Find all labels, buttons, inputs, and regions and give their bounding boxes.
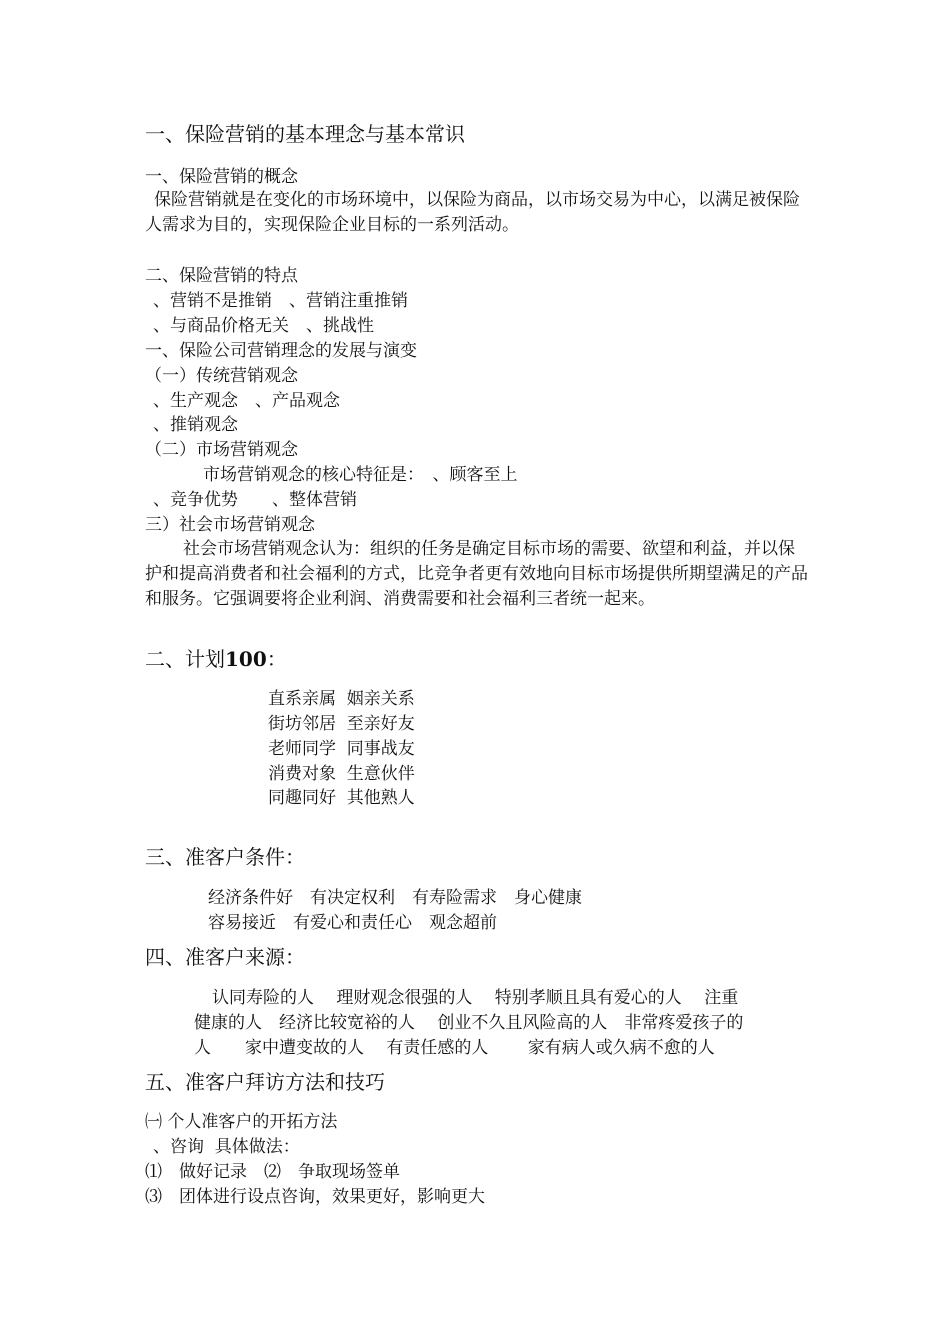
conditions-line-1: 经济条件好 有决定权利 有寿险需求 身心健康 xyxy=(208,888,582,908)
features-line-2: 、与商品价格无关 、挑战性 xyxy=(153,316,374,336)
sources-line-2: 健康的人 经济比较宽裕的人 创业不久且风险高的人 非常疼爱孩子的 xyxy=(194,1013,744,1033)
plan-row: 直系亲属 姻亲关系 xyxy=(268,689,415,709)
plan-heading-colon: ： xyxy=(266,647,287,671)
plan-heading-number: 100 xyxy=(225,647,267,671)
visit-heading: 五、准客户拜访方法和技巧 xyxy=(145,1070,385,1094)
section-heading-features: 二、保险营销的特点 xyxy=(145,266,298,286)
traditional-line-1: 、生产观念 、产品观念 xyxy=(153,391,340,411)
plan-heading-text: 二、计划 xyxy=(145,647,225,671)
social-paragraph: 社会市场营销观念认为：组织的任务是确定目标市场的需要、欲望和利益，并以保护和提高消费者和社会福利的方式，比竞争者更有效地向目标市场提供所期望满足的产品和服务。它强调要将企业利润、消费需要和社会福利三者统一起来。 xyxy=(145,539,808,609)
sources-line-1: 认同寿险的人 理财观念很强的人 特别孝顺且具有爱心的人 注重 xyxy=(212,988,739,1008)
plan-row: 街坊邻居 至亲好友 xyxy=(268,714,415,734)
conditions-line-2: 容易接近 有爱心和责任心 观念超前 xyxy=(208,913,497,933)
document-title: 一、保险营销的基本理念与基本常识 xyxy=(145,122,465,146)
section-heading-evolution: 一、保险公司营销理念的发展与演变 xyxy=(145,341,417,361)
market-line-1: 市场营销观念的核心特征是： 、顾客至上 xyxy=(203,465,518,485)
plan-heading xyxy=(145,645,287,673)
plan-row: 消费对象 生意伙伴 xyxy=(268,764,415,784)
subheading-social: 三）社会市场营销观念 xyxy=(145,515,315,535)
plan-row: 同趣同好 其他熟人 xyxy=(268,788,415,808)
subheading-traditional: （一）传统营销观念 xyxy=(145,366,298,386)
market-line-2: 、竞争优势 、整体营销 xyxy=(153,490,357,510)
concept-paragraph: 保险营销就是在变化的市场环境中，以保险为商品，以市场交易为中心，以满足被保险人需求为目的，实现保险企业目标的一系列活动。 xyxy=(145,190,800,235)
visit-line-3: ⑶ 团体进行设点咨询，效果更好，影响更大 xyxy=(145,1187,485,1207)
visit-line-1: 、咨询 具体做法： xyxy=(153,1137,300,1157)
section-heading-concept: 一、保险营销的概念 xyxy=(145,167,298,187)
subheading-market: （二）市场营销观念 xyxy=(145,440,298,460)
traditional-line-2: 、推销观念 xyxy=(153,415,238,435)
features-line-1: 、营销不是推销 、营销注重推销 xyxy=(153,291,408,311)
conditions-heading: 三、准客户条件： xyxy=(145,845,305,869)
sources-line-3: 人 家中遭变故的人 有责任感的人 家有病人或久病不愈的人 xyxy=(194,1038,715,1058)
visit-line-2: ⑴ 做好记录 ⑵ 争取现场签单 xyxy=(145,1162,400,1182)
plan-row: 老师同学 同事战友 xyxy=(268,739,415,759)
visit-subheading: ㈠ 个人准客户的开拓方法 xyxy=(145,1112,338,1132)
sources-heading: 四、准客户来源： xyxy=(145,945,305,969)
